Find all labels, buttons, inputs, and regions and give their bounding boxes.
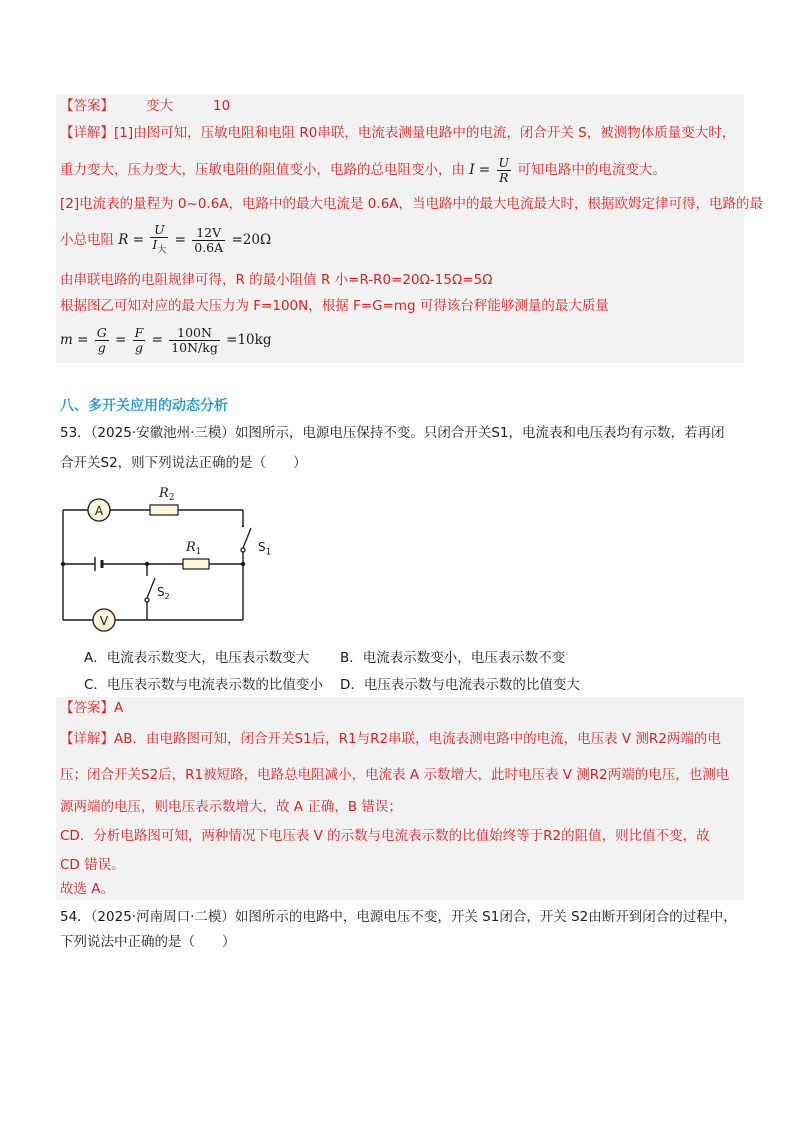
detail-p1-line1: [1]由图可知，压敏电阻和电阻 R0串联，电流表测量电路中的电流，闭合开关 S，被测物体质量变大时， [114, 125, 736, 141]
detail-line-1 [60, 123, 735, 143]
option-b: B．电流表示数变小，电压表示数不变 [340, 650, 566, 666]
formula-min-resistance: R = $\frac{U}{I_大}$ = $\frac{12V}{0.6A}$ =20Ω [118, 221, 272, 256]
answer2-value: A [114, 700, 124, 716]
answer-label: 【答案】 [60, 98, 114, 114]
detail-p1-line2a: 重力变大，压力变大，压敏电阻的阻值变小，电路的总电阻变小，由 [60, 162, 465, 178]
detail-line-4 [60, 222, 271, 258]
switch-s1-icon [241, 526, 251, 553]
detail-p4: 根据图乙可知对应的最大压力为 F=100N，根据 F=G=mg 可得该台秤能够测量的最大质量 [60, 298, 609, 314]
detail-p2-line2: 小总电阻 [60, 232, 114, 248]
answer-value-2: 10 [213, 98, 231, 114]
circuit-diagram [55, 478, 255, 638]
q53-line2: 合开关S2，则下列说法正确的是（ ） [60, 455, 307, 471]
answer-value-1: 变大 [146, 98, 173, 114]
answer2-label: 【答案】 [60, 700, 114, 716]
battery-icon [95, 557, 102, 571]
detail2-text-5: CD 错误。 [60, 857, 125, 873]
detail2-line-2 [60, 765, 729, 785]
q54-line2: 下列说法中正确的是（ ） [60, 934, 236, 950]
detail-line-2 [60, 152, 666, 188]
detail2-line-3 [60, 797, 402, 817]
fraction-u-over-r: $\frac{U}{R}$ [498, 154, 510, 185]
detail-label: 【详解】 [60, 125, 114, 141]
q54-line1: 54．（2025·河南周口·二模）如图所示的电路中，电源电压不变，开关 S1闭合，开关 S2由断开到闭合的过程中， [60, 909, 737, 925]
detail-p3: 由串联电路的电阻规律可得，R 的最小阻值 R 小=R-R0=20Ω-15Ω=5Ω [60, 272, 493, 288]
detail2-line-1 [60, 729, 721, 749]
answer-line-1 [60, 96, 230, 116]
answer2-line [60, 698, 123, 718]
formula-current: I = [469, 162, 491, 178]
section-title: 八、多开关应用的动态分析 [60, 398, 228, 414]
option-c: C．电压表示数与电流表示数的比值变小 [84, 677, 323, 693]
switch-s2-icon [145, 578, 155, 602]
detail2-line-4 [60, 826, 710, 846]
ammeter-icon [88, 499, 110, 521]
detail-p1-line2b: 可知电路中的电流变大。 [517, 162, 666, 178]
resistor-r1 [183, 559, 209, 569]
detail-p2-line1: [2]电流表的量程为 0~0.6A，电路中的最大电流是 0.6A，当电路中的最大电流最大时，根据欧姆定律可得，电路的最 [60, 196, 764, 212]
formula-max-mass: m = $\frac{G}{g}$ = $\frac{F}{g}$ = $\frac{100N}{10N/kg}$ =10kg [60, 324, 272, 355]
detail2-line-5 [60, 855, 125, 875]
svg-text:A: A [94, 504, 104, 518]
detail2-text-6: 故选 A。 [60, 881, 115, 897]
svg-text:V: V [99, 614, 109, 628]
detail2-label: 【详解】 [60, 731, 114, 747]
voltmeter-icon [93, 609, 115, 631]
option-a: A．电流表示数变大，电压表示数变大 [84, 650, 310, 666]
detail2-text-1: AB．由电路图可知，闭合开关S1后，R1与R2串联，电流表测电路中的电流，电压表 V 测R2两端的电 [114, 731, 721, 747]
label-r1: $R_1$ [186, 540, 202, 557]
option-d: D．电压表示数与电流表示数的比值变大 [340, 677, 580, 693]
detail2-text-3: 源两端的电压，则电压表示数增大，故 A 正确，B 错误； [60, 799, 402, 815]
detail-line-6 [60, 296, 609, 316]
detail2-text-2: 压；闭合开关S2后，R1被短路，电路总电阻减小，电流表 A 示数增大，此时电压表 V 测R2两端的电压，也测电 [60, 767, 730, 783]
detail2-text-4: CD．分析电路图可知，两种情况下电压表 V 的示数与电流表示数的比值始终等于R2的阻值，则比值不变，故 [60, 828, 710, 844]
label-s1-text: $S_1$ [258, 540, 272, 558]
detail2-line-6 [60, 879, 114, 899]
label-r2: $R_2$ [159, 486, 175, 503]
label-s2: $S_2$ [157, 585, 170, 601]
detail-line-5 [60, 270, 493, 290]
resistor-r2 [150, 505, 178, 515]
detail-line-3 [60, 194, 763, 214]
q53-line1: 53．（2025·安徽池州·三模）如图所示，电源电压保持不变。只闭合开关S1，电流表和电压表均有示数，若再闭 [60, 425, 725, 441]
